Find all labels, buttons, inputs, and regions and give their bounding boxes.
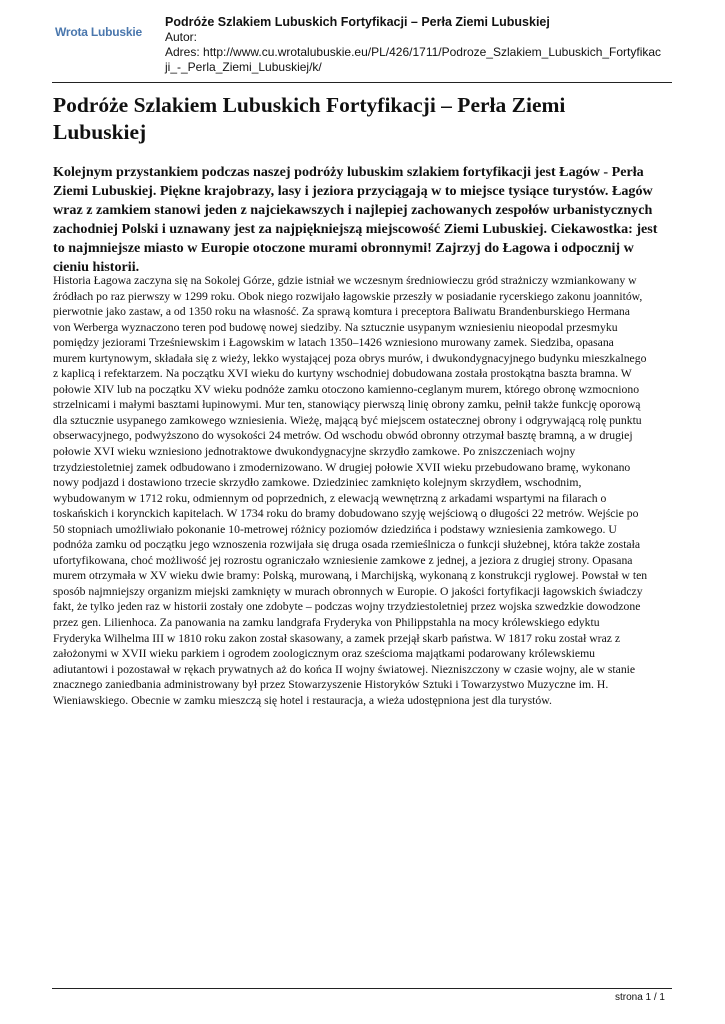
- body-line: dla sztucznie usypanego zamkowego wzniesienia. Wieżę, mającą być miejscem ostatecznej obrony i odgrywającą rolę punktu: [53, 413, 642, 427]
- body-line: podnóża zamku od początku jego wznoszenia rozwijała się druga osada rzemieślnicza o funkcji służebnej, która także została: [53, 538, 641, 552]
- header-address-line-2: ji_-_Perla_Ziemi_Lubuskiej/k/: [165, 60, 322, 74]
- body-line: obserwacyjnego, podwyższono do wysokości 24 metrów. Od wschodu obwód obronny otrzymał basztę bramną, a w drugiej: [53, 429, 633, 443]
- header-divider: [52, 82, 672, 83]
- body-line: pierwotnie jako zastaw, a od 1350 roku na własność. Za sprawą komtura i preceptora Baliwatu Brandenburskiego Hermana: [53, 305, 630, 319]
- site-logo: Wrota Lubuskie: [55, 25, 142, 39]
- article-title: Podróże Szlakiem Lubuskich Fortyfikacji – Perła Ziemi Lubuskiej: [53, 93, 566, 144]
- body-line: murem kurtynowym, składała się z wieży, lekko wystającej poza obrys murów, i dwukondygnacyjnego budynku mieszkalnego: [53, 351, 647, 365]
- body-line: nowy podjazd i dostawiono trzecie skrzydło zamkowe. Dziedziniec zamknięto kolejnym skrzydłem, wschodnim,: [53, 476, 582, 490]
- body-line: toskańskich i korynckich kapitelach. W 1734 roku do bramy dobudowano szyję wejściową o długości 22 metrów. Wejście po: [53, 507, 639, 521]
- body-line: von Werberga wyznaczono teren pod budowę nowej siedziby. Na sztucznie usypanym wzniesieniu nieopodal przesmyku: [53, 320, 618, 334]
- body-line: Fryderyka Wilhelma III w 1810 roku zakon został skasowany, a zamek przejął skarb państwa. W 1817 roku został wraz z: [53, 631, 621, 645]
- body-line: adiutantowi i pozostawał w rękach prywatnych aż do końca II wojny światowej. Niezniszczony w czasie wojny, ale w stanie: [53, 662, 636, 676]
- body-line: murem otrzymała w XV wieku dwie bramy: Polską, murowaną, i Marchijską, wykonaną z konstrukcji ryglowej. Powstał w ten: [53, 569, 648, 583]
- page-number: strona 1 / 1: [614, 992, 665, 1003]
- header-title: Podróże Szlakiem Lubuskich Fortyfikacji – Perła Ziemi Lubuskiej: [165, 15, 550, 29]
- body-line: Wieniawskiego. Obecnie w zamku mieszczą się hotel i restauracja, a wieża udostępniona jest dla turystów.: [53, 693, 552, 707]
- body-line: źródłach po raz pierwszy w 1299 roku. Obok niego rozwijało łagowskie przeszły w posiadanie rycerskiego zakonu joannitów,: [53, 289, 643, 303]
- footer-divider: [52, 988, 672, 989]
- body-line: trzydziestoletniej zamek odbudowano i zmodernizowano. W drugiej połowie XVII wieku przebudowano bramę, wykonano: [53, 460, 631, 474]
- body-line: wybudowanym w 1712 roku, odmiennym od poprzednich, z elewacją wewnętrzną z arkadami wspartymi na filarach o: [53, 491, 607, 505]
- header-author: Autor:: [165, 30, 198, 44]
- document-header: [52, 13, 672, 81]
- body-line: fakt, że tylko jeden raz w historii zostały one zdobyte – podczas wojny trzydziestoletniej przez wojska szwedzkie dowodzone: [53, 600, 641, 614]
- body-line: sposób najmniejszy organizm miejski zamknięty w murach obronnych w Europie. O jakości fortyfikacji łagowskich świadczy: [53, 584, 643, 598]
- header-meta: [165, 15, 675, 75]
- body-line: pomiędzy jeziorami Trześniewskim i Łagowskim w latach 1350–1426 wzniesiono murowany zamek. Siedziba, opasana: [53, 336, 614, 350]
- body-line: połowie XVI wieku wzniesiono jednotraktowe dwukondygnacyjne skrzydło zamkowe. Po zniszczeniach wojny: [53, 445, 576, 459]
- header-address-line-1: Adres: http://www.cu.wrotalubuskie.eu/PL/426/1711/Podroze_Szlakiem_Lubuskich_Fortyfikac: [165, 45, 662, 59]
- body-line: 50 stopniach umożliwiało pokonanie 10-metrowej różnicy poziomów dziedzińca i podstawy wzniesienia zamkowego. U: [53, 522, 617, 536]
- body-line: Historia Łagowa zaczyna się na Sokolej Górze, gdzie istniał we wczesnym średniowieczu gród strażniczy wzmiankowany w: [53, 274, 637, 287]
- body-line: strzelnicami i małymi basztami łupinowymi. Mur ten, stanowiący pierwszą linię obrony zamku, pełnił także funkcję oporową: [53, 398, 641, 412]
- body-line: z kaplicą i refektarzem. Na początku XVI wieku do kurtyny wschodniej dobudowana została prostokątna baszta bramna. W: [53, 367, 632, 381]
- body-line: przez gen. Lilienhoca. Za panowania na zamku landgrafa Fryderyka von Philippstahla na mocy królewskiego edyktu: [53, 616, 600, 630]
- body-line: połowie XIV lub na początku XV wieku podnóże zamku otoczono kamienno-ceglanym murem, którego obronę wzmocniono: [53, 382, 640, 396]
- body-line: znacznego zaniedbania administrowany był przez Stowarzyszenie Historyków Sztuki i Towarzystwo Muzyczne im. H.: [53, 678, 609, 692]
- article-lead: Kolejnym przystankiem podczas naszej podróży lubuskim szlakiem fortyfikacji jest Łagów - Perła Ziemi Lubuskiej. Piękne krajobrazy, lasy i jeziora przyciągają w to miejsce tysiące turystów. Łagów wraz z zamkiem stanowi jeden z najciekawszych i najlepiej zachowanych zespołów urbanistycznych zachodniej Polski i uznawany jest za najpiękniejszą miejscowość Ziemi Lubuskiej. Ciekawostka: jest to najmniejsze miasto w Europie otoczone murami obronnymi! Zajrzyj do Łagowa i odpocznij w cieniu historii.: [53, 164, 658, 275]
- body-line: założonymi w XVII wieku parkiem i ogrodem zoologicznym oraz sześcioma majątkami podarowany królewskiemu: [53, 647, 596, 661]
- body-line: ufortyfikowana, choć możliwość jej rozrostu ograniczało wzniesienie zamkowe z jednej, a jeziora z drugiej strony. Opasana: [53, 553, 633, 567]
- article-body: [53, 273, 673, 708]
